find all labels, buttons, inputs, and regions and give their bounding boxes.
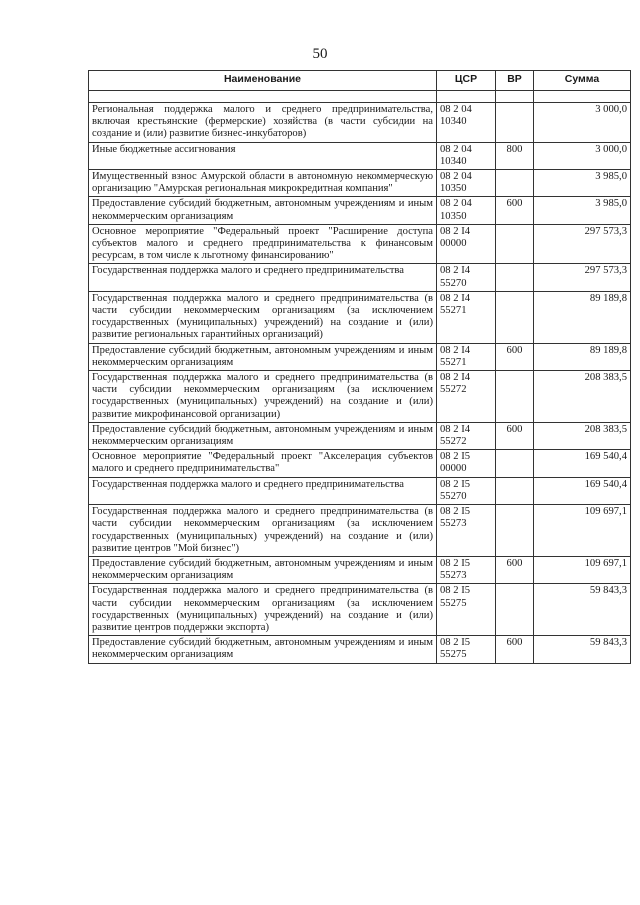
row-sum-cell: 109 697,1 [534, 505, 631, 557]
csr-code-line2: 55272 [440, 436, 467, 448]
spacer-cell [437, 91, 496, 103]
spacer-row [89, 91, 631, 103]
csr-code-line1: 08 2 04 [440, 198, 472, 210]
csr-code-line1: 08 2 I4 [440, 292, 471, 304]
row-sum-cell: 3 985,0 [534, 197, 631, 224]
row-sum-cell: 208 383,5 [534, 371, 631, 423]
row-sum-cell: 89 189,8 [534, 343, 631, 370]
row-sum-cell: 169 540,4 [534, 477, 631, 504]
row-csr-cell [437, 584, 496, 636]
csr-code-line1: 08 2 I4 [440, 225, 471, 237]
csr-code-line2: 55275 [440, 649, 467, 661]
csr-code-line1: 08 2 04 [440, 171, 472, 183]
row-name-cell: Предоставление субсидий бюджетным, автономным учреждениям и иным некоммерческим организациям [89, 636, 437, 663]
table-row [89, 343, 631, 370]
row-name-cell: Основное мероприятие "Федеральный проект "Акселерация субъектов малого и среднего предпринимательства" [89, 450, 437, 477]
csr-code-line2: 55271 [440, 356, 467, 368]
row-vr-cell: 600 [496, 556, 534, 583]
table-row [89, 103, 631, 143]
csr-code-line1: 08 2 I5 [440, 506, 471, 518]
row-sum-cell: 297 573,3 [534, 264, 631, 291]
row-name-cell: Иные бюджетные ассигнования [89, 142, 437, 169]
csr-code-line2: 10350 [440, 183, 467, 195]
column-header-csr: ЦСР [437, 71, 496, 91]
row-sum-cell: 169 540,4 [534, 450, 631, 477]
row-sum-cell: 3 000,0 [534, 142, 631, 169]
table-row [89, 264, 631, 291]
row-csr-cell [437, 422, 496, 449]
row-name-cell: Предоставление субсидий бюджетным, автономным учреждениям и иным некоммерческим организациям [89, 422, 437, 449]
csr-code-line2: 00000 [440, 238, 467, 250]
table-row [89, 450, 631, 477]
csr-code-line1: 08 2 I5 [440, 451, 471, 463]
row-csr-cell [437, 142, 496, 169]
row-name-cell: Государственная поддержка малого и среднего предпринимательства (в части субсидии некоммерческим организациям (за исключением государственных (муниципальных) учреждений) на создание и (или) развитие центров "Мой бизнес") [89, 505, 437, 557]
csr-code-line1: 08 2 I4 [440, 265, 471, 277]
column-header-name: Наименование [89, 71, 437, 91]
row-vr-cell [496, 450, 534, 477]
row-name-cell: Имущественный взнос Амурской области в автономную некоммерческую организацию "Амурская региональная микрокредитная компания" [89, 170, 437, 197]
row-name-cell: Государственная поддержка малого и среднего предпринимательства [89, 477, 437, 504]
csr-code-line2: 00000 [440, 463, 467, 475]
row-vr-cell [496, 584, 534, 636]
table-row [89, 584, 631, 636]
csr-code-line1: 08 2 04 [440, 104, 472, 115]
row-name-cell: Предоставление субсидий бюджетным, автономным учреждениям и иным некоммерческим организациям [89, 197, 437, 224]
row-csr-cell [437, 264, 496, 291]
row-vr-cell: 600 [496, 422, 534, 449]
csr-code-line1: 08 2 I4 [440, 423, 471, 435]
row-csr-cell [437, 556, 496, 583]
table-row [89, 142, 631, 169]
row-sum-cell: 109 697,1 [534, 556, 631, 583]
row-vr-cell: 800 [496, 142, 534, 169]
budget-table [88, 70, 631, 664]
row-vr-cell [496, 170, 534, 197]
row-csr-cell [437, 343, 496, 370]
row-csr-cell [437, 505, 496, 557]
row-sum-cell: 89 189,8 [534, 291, 631, 343]
table-row [89, 224, 631, 264]
csr-code-line2: 55272 [440, 384, 467, 396]
row-csr-cell [437, 477, 496, 504]
spacer-cell [496, 91, 534, 103]
row-name-cell: Региональная поддержка малого и среднего предпринимательства, включая крестьянские (фермерские) хозяйства (в части субсидии на создание и (или) развитие бизнес-инкубаторов) [89, 103, 437, 143]
table-row [89, 505, 631, 557]
row-sum-cell: 59 843,3 [534, 636, 631, 663]
row-csr-cell [437, 371, 496, 423]
csr-code-line1: 08 2 I4 [440, 372, 471, 384]
page-number: 50 [312, 46, 328, 62]
row-name-cell: Государственная поддержка малого и среднего предпринимательства (в части субсидии некоммерческим организациям (за исключением государственных (муниципальных) учреждений) на создание и (или) развитие центров поддержки экспорта) [89, 584, 437, 636]
row-csr-cell [437, 224, 496, 264]
column-header-vr: ВР [496, 71, 534, 91]
csr-code-line2: 55270 [440, 490, 467, 502]
table-row [89, 477, 631, 504]
csr-code-line2: 55271 [440, 305, 467, 317]
spacer-cell [534, 91, 631, 103]
row-name-cell: Основное мероприятие "Федеральный проект "Расширение доступа субъектов малого и среднего предпринимательства к финансовым ресурсам, в том числе к льготному финансированию" [89, 224, 437, 264]
csr-code-line2: 55273 [440, 570, 467, 582]
table-row [89, 636, 631, 663]
row-vr-cell [496, 264, 534, 291]
table-row [89, 556, 631, 583]
column-header-sum: Сумма [534, 71, 631, 91]
table-row [89, 291, 631, 343]
row-vr-cell: 600 [496, 343, 534, 370]
row-sum-cell: 208 383,5 [534, 422, 631, 449]
table-header-row [89, 71, 631, 91]
csr-code-line1: 08 2 I5 [440, 478, 471, 490]
row-sum-cell: 297 573,3 [534, 224, 631, 264]
row-csr-cell [437, 291, 496, 343]
row-vr-cell [496, 505, 534, 557]
row-vr-cell [496, 477, 534, 504]
row-vr-cell [496, 371, 534, 423]
row-name-cell: Государственная поддержка малого и среднего предпринимательства (в части субсидии некоммерческим организациям (за исключением государственных (муниципальных) учреждений) на создание и (или) развитие региональных гарантийных организаций) [89, 291, 437, 343]
row-vr-cell [496, 291, 534, 343]
row-csr-cell [437, 103, 496, 143]
csr-code-line2: 55275 [440, 597, 467, 609]
row-csr-cell [437, 636, 496, 663]
row-csr-cell [437, 170, 496, 197]
row-name-cell: Государственная поддержка малого и среднего предпринимательства (в части субсидии некоммерческим организациям (за исключением государственных (муниципальных) учреждений) на создание и (или) развитие микрофинансовой организации) [89, 371, 437, 423]
row-vr-cell: 600 [496, 197, 534, 224]
row-name-cell: Предоставление субсидий бюджетным, автономным учреждениям и иным некоммерческим организациям [89, 556, 437, 583]
row-vr-cell: 600 [496, 636, 534, 663]
csr-code-line1: 08 2 I4 [440, 344, 471, 356]
table-body [89, 91, 631, 664]
table-row [89, 422, 631, 449]
row-name-cell: Государственная поддержка малого и среднего предпринимательства [89, 264, 437, 291]
row-csr-cell [437, 197, 496, 224]
row-vr-cell [496, 224, 534, 264]
csr-code-line1: 08 2 04 [440, 143, 472, 155]
csr-code-line2: 10350 [440, 210, 467, 222]
csr-code-line2: 55270 [440, 277, 467, 289]
row-sum-cell: 59 843,3 [534, 584, 631, 636]
row-sum-cell: 3 985,0 [534, 170, 631, 197]
row-sum-cell: 3 000,0 [534, 103, 631, 143]
table-row [89, 197, 631, 224]
csr-code-line1: 08 2 I5 [440, 637, 471, 649]
csr-code-line2: 10340 [440, 155, 467, 167]
row-vr-cell [496, 103, 534, 143]
row-name-cell: Предоставление субсидий бюджетным, автономным учреждениям и иным некоммерческим организациям [89, 343, 437, 370]
csr-code-line2: 10340 [440, 116, 467, 128]
csr-code-line1: 08 2 I5 [440, 585, 471, 597]
table-row [89, 371, 631, 423]
row-csr-cell [437, 450, 496, 477]
csr-code-line1: 08 2 I5 [440, 557, 471, 569]
csr-code-line2: 55273 [440, 518, 467, 530]
spacer-cell [89, 91, 437, 103]
table-row [89, 170, 631, 197]
